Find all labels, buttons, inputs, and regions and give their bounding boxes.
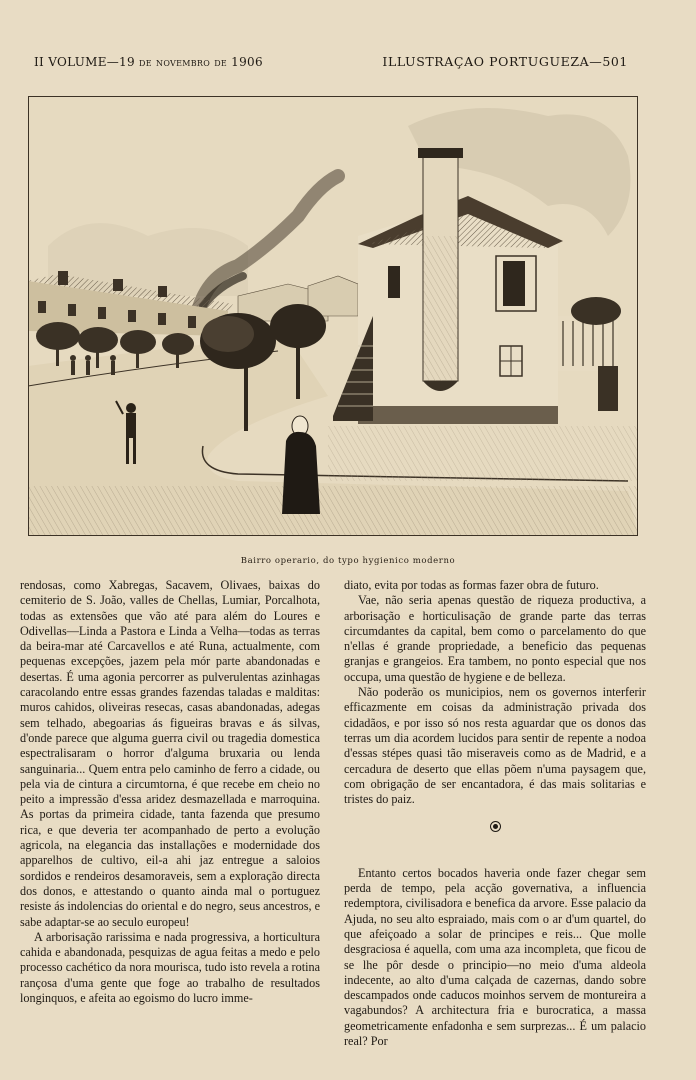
- engraving-illustration: [28, 96, 638, 536]
- volume-date: II VOLUME—19 de novembro de 1906: [34, 55, 263, 69]
- paragraph: diato, evita por todas as formas fazer obra de futuro.: [344, 578, 599, 592]
- running-header: [34, 54, 628, 74]
- paragraph: Entanto certos bocados haveria onde fazer chegar sem perda de tempo, pela acção governativa, a influencia redemptora, civilisadora e benefica da arvore. Esse palacio da Ajuda, no seu alto espraiado, mais com o ar d'um quartel, do que afeiçoado a solar de principes e reis... Que molle desgraciosa é aquella, com uma aza incompleta, que ficou de se lhe pôr desde o principio—no meio d'uma aldeola indecente, ao alto d'uma calçada de cazernas, dando sobre descampados onde caducos moinhos servem de montureira a vagabundos? A architectura fria e burocratica, a massa geometricamente enfadonha e sem surprezas... É um palacio real? Por: [344, 865, 646, 1049]
- publication-page: ILLUSTRAÇAO PORTUGUEZA—501: [382, 54, 628, 69]
- text-column-left: [20, 578, 320, 1006]
- paragraph: Não poderão os municipios, nem os governos interferir efficazmente em coisas da administração privada dos cidadãos, e por isso só nos resta aguardar que os donos das terras um dia acordem lucidos para sentir de repente a nodoa d'essas stépes quasi tão miseraveis como as de Madrid, e a cercadura de deserto que ellas põem n'uma paysagem que, com obrigação de ser encantadora, é das mais solitarias e tristes do paiz.: [344, 685, 646, 807]
- paragraph: A arborisação rarissima e nada progressiva, a horticultura cahida e abandonada, pesquizas de agua feitas a medo e pelo processo cachético da nora mourisca, tudo isto revela a rotina rançosa d'uma gente que foge ao trabalho de resultados longinquos, e afeita ao egoismo do lucro imme-: [20, 929, 320, 1006]
- figure-caption: Bairro operario, do typo hygienico moderno: [240, 556, 456, 566]
- section-ornament: [344, 821, 646, 837]
- paragraph: rendosas, como Xabregas, Sacavem, Olivaes, baixas do cemiterio de S. João, valles de Chellas, Lumiar, Porcalhota, todas as extensões que vão até para além do Loures e Odivellas—Linda a Pastora e Linda a Velha—todas as terras da beira-mar até Carcavellos e até Runa, actualmente, com pequenas excepções, jazem pela mór parte abandonadas e desertas. É uma agonia percorrer as pulverulentas azinhagas caracolando entre essas grandes fazendas taladas e malditas: muros cahidos, oliveiras resecas, casas abandonadas, adegas sem telhado, abegoarias ás figueiras bravas e ás silvas, d'onde parece que alguma guerra civil ou tragedia domestica espectralisaram o horror d'alguma bruxaria ou lenda sanguinaria... Quem entra pelo caminho de ferro a cidade, ou pela via de cintura a circumtorna, é que recebe em cheio no peito a impressão d'essa aridez desmazellada e marroquina. As portas da primeira cidade, tanta fazenda que presumo rica, e que deveria ter acompanhado de perto a evolução agricola, na elegancia das installações e modernidade dos apparelhos de cultivo, eil-a ahi jaz entregue a saloios sordidos e rendeiros desamoraveis, sem a exploração directa dos donos, e attestando o quanto ainda mal o portuguez resiste ás indolencias do oriental e do negro, seus ancestros, e sabe adaptar-se ao seculo europeu!: [20, 578, 320, 929]
- circle-ornament-icon: [490, 821, 501, 832]
- paragraph: Vae, não seria apenas questão de riqueza productiva, a arborisação e horticulisação de grande parte das terras circumdantes da capital, bem como o parcelamento do que n'ellas é grande propriedade, a beneficio das pequenas granjas e grangeios. Era tambem, no ponto especial que nos occupa, uma questão de hygiene e de belleza.: [344, 593, 646, 684]
- text-column-right: [344, 578, 646, 1049]
